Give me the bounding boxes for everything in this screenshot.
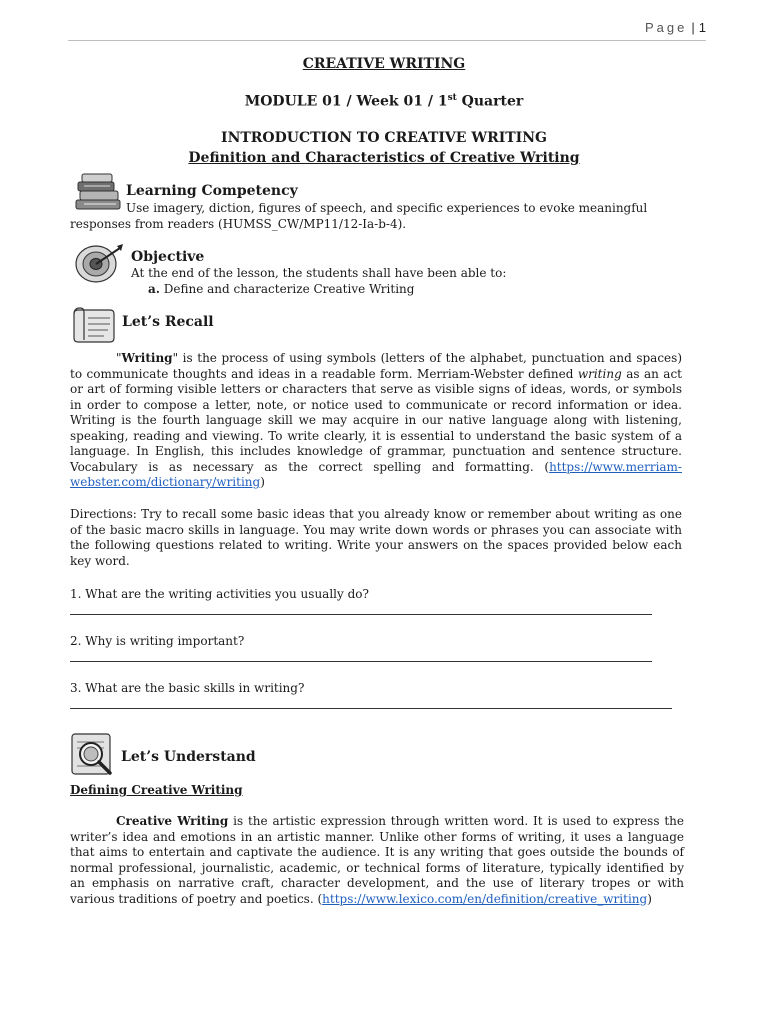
module-text: MODULE 01 / Week 01 / 1	[244, 93, 448, 110]
scroll-icon	[70, 304, 120, 344]
question-1: 1. What are the writing activities you usually do?	[70, 587, 369, 601]
writing-italic: writing	[577, 366, 622, 381]
intro-heading: INTRODUCTION TO CREATIVE WRITING	[221, 130, 547, 146]
definition-heading: Definition and Characteristics of Creative Writing	[188, 150, 580, 166]
learning-competency-line2: responses from readers (HUMSS_CW/MP11/12-Ia-b-4).	[70, 217, 407, 231]
page-number: 1	[698, 20, 706, 35]
page-separator: |	[691, 20, 695, 35]
magnifier-icon	[68, 728, 118, 778]
understand-title: Let’s Understand	[121, 749, 256, 765]
target-icon	[72, 242, 124, 284]
creative-writing-paragraph	[70, 814, 684, 907]
writing-definition-paragraph	[70, 351, 682, 491]
answer-line-1[interactable]	[70, 614, 652, 615]
objective-intro: At the end of the lesson, the students shall have been able to:	[131, 266, 507, 280]
header-rule	[68, 40, 706, 41]
question-3: 3. What are the basic skills in writing?	[70, 681, 305, 695]
creative-writing-text: is the artistic expression through written word. It is used to express the writer’s idea and emotions in an artistic manner. Unlike other forms of writing, it uses a language that aims to entertain and captivate the audience. It is any writing that goes outside the bounds of normal professional, journalistic, academic, or technical forms of literature, typically identified by an emphasis on narrative craft, character development, and the use of literary tropes or with various traditions of poetry and poetics. (	[70, 814, 684, 906]
books-icon	[72, 172, 124, 212]
merriam-webster-link[interactable]: https://www.merriam-webster.com/dictionary/writing	[70, 459, 682, 489]
objective-title: Objective	[131, 249, 205, 265]
paragraph-close: )	[260, 475, 265, 489]
module-ordinal: st	[447, 93, 457, 103]
creative-writing-term: Creative Writing	[116, 814, 229, 828]
recall-title: Let’s Recall	[122, 314, 214, 330]
answer-line-3[interactable]	[70, 708, 672, 709]
learning-competency-line1: Use imagery, diction, figures of speech, and specific experiences to evoke meaningful	[126, 201, 648, 215]
creative-writing-close: )	[647, 891, 652, 906]
objective-item-label: a.	[148, 282, 160, 296]
paragraph-part-a: " is the process of using symbols (letters of the alphabet, punctuation and spaces) to communicate thoughts and ideas in a readable form. Merriam-Webster defined	[70, 351, 682, 381]
directions-paragraph: Directions: Try to recall some basic ideas that you already know or remember about writing as one of the basic macro skills in language. You may write down words or phrases you can associate with the following questions related to writing. Write your answers on the spaces provided below each key word.	[70, 507, 682, 568]
module-heading	[0, 93, 768, 110]
learning-competency-title: Learning Competency	[126, 183, 298, 199]
objective-item-text: Define and characterize Creative Writing	[163, 282, 415, 296]
document-title: CREATIVE WRITING	[302, 56, 466, 72]
question-2: 2. Why is writing important?	[70, 634, 245, 648]
writing-term: Writing	[121, 351, 173, 365]
answer-line-2[interactable]	[70, 661, 652, 662]
page-header	[645, 20, 706, 35]
defining-creative-writing-heading: Defining Creative Writing	[70, 783, 243, 797]
page-word: Page	[645, 20, 688, 35]
quote-mark: "	[116, 351, 122, 365]
objective-item	[148, 282, 568, 298]
lexico-link[interactable]: https://www.lexico.com/en/definition/creative_writing	[322, 891, 648, 906]
paragraph-part-b: as an act or art of forming visible letters or characters that serve as visible signs of ideas, words, or symbols in order to compose a letter, note, or notice used to communicate or record information or idea. Writing is the fourth language skill we may acquire in our native language along with listening, speaking, reading and viewing. To write clearly, it is essential to understand the basic system of a language. In English, this includes knowledge of grammar, punctuation and sentence structure. Vocabulary is as necessary as the correct spelling and formatting. (	[70, 366, 682, 474]
module-quarter: Quarter	[456, 93, 524, 110]
